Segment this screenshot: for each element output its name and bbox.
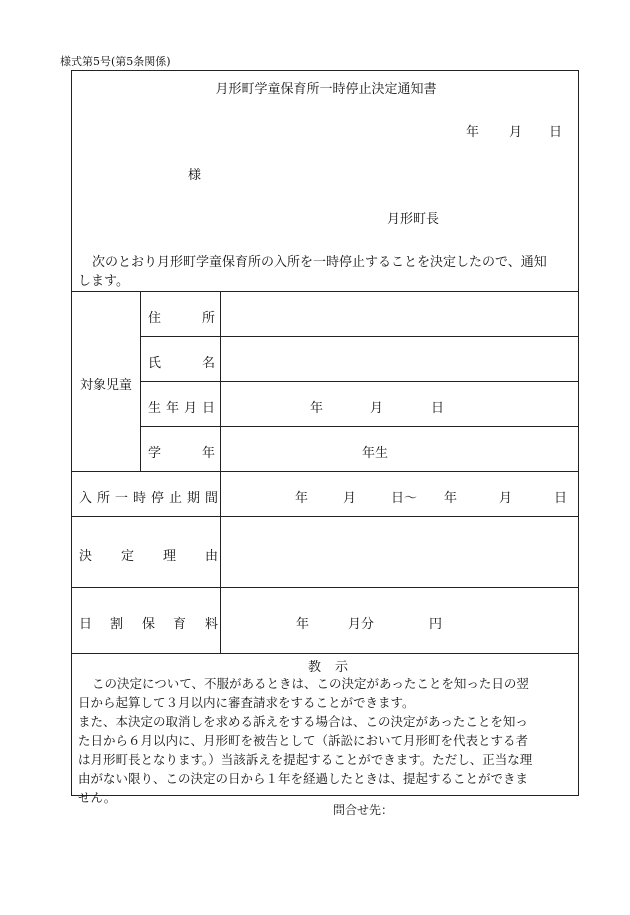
instruction-heading-2: 示 <box>335 660 349 675</box>
divider-vertical-label <box>220 291 221 653</box>
address-label-2: 所 <box>202 311 216 326</box>
instruction-line-6: 由がない限り、この決定の日から１年を経過したときは、提起することができま <box>78 771 529 786</box>
notice-form <box>71 70 579 805</box>
period-to-day: 日 <box>554 491 568 506</box>
name-label-2: 名 <box>202 356 216 371</box>
birthdate-day: 日 <box>431 401 445 416</box>
fee-label-1: 日 <box>79 617 93 632</box>
divider-child-end <box>72 471 579 472</box>
fee-label-3: 保 <box>142 617 156 632</box>
fee-label-4: 育 <box>173 617 187 632</box>
period-label-4: 時 <box>133 491 147 506</box>
instruction-line-2: 日から起算して３月以内に審査請求をすることができます。 <box>78 695 415 710</box>
divider-fee <box>72 653 579 654</box>
fee-year: 年 <box>296 617 310 632</box>
instruction-heading-1: 教 <box>308 660 322 675</box>
birthdate-year: 年 <box>310 401 324 416</box>
issuer-name: 月形町長 <box>387 212 440 227</box>
birthdate-label-1: 生 <box>148 401 162 416</box>
instruction-line-3: また、本決定の取消しを求める訴えをする場合は、この決定があったことを知っ <box>78 714 528 729</box>
reason-label-4: 由 <box>205 549 219 564</box>
page-title: 月形町学童保育所一時停止決定通知書 <box>215 82 437 97</box>
period-to-month: 月 <box>499 491 513 506</box>
reason-label-1: 決 <box>79 549 93 564</box>
instruction-line-4: た日から６月以内に、月形町を被告として（訴訟において月形町を代表とする者 <box>78 733 529 748</box>
period-label-1: 入 <box>79 491 93 506</box>
period-label-5: 停 <box>151 491 165 506</box>
contact-label: 問合せ先： <box>333 803 394 817</box>
divider-reason <box>72 587 579 588</box>
divider-header <box>72 291 579 292</box>
birthdate-label-2: 年 <box>166 401 180 416</box>
reason-label-3: 理 <box>163 549 177 564</box>
child-section-label: 対象児童 <box>80 378 133 393</box>
address-label-1: 住 <box>148 311 162 326</box>
instruction-line-5: は月形町長となります。）当該訴えを提起することができます。ただし、正当な理 <box>78 752 533 767</box>
divider-child-1 <box>140 336 579 337</box>
reason-label-2: 定 <box>121 549 135 564</box>
divider-vertical-child <box>140 291 141 471</box>
fee-label-5: 料 <box>205 617 219 632</box>
instruction-line-7: せん。 <box>78 790 117 805</box>
divider-period <box>72 516 579 517</box>
period-label-8: 間 <box>205 491 219 506</box>
divider-child-3 <box>140 426 579 427</box>
period-to-year: 年 <box>444 491 458 506</box>
period-from-year: 年 <box>295 491 309 506</box>
period-label-2: 所 <box>97 491 111 506</box>
grade-label-2: 年 <box>202 446 216 461</box>
grade-value: 年生 <box>362 446 389 461</box>
birthdate-month: 月 <box>370 401 384 416</box>
birthdate-label-3: 月 <box>184 401 198 416</box>
period-label-6: 止 <box>169 491 183 506</box>
name-label-1: 氏 <box>148 356 162 371</box>
date-year-label: 年 <box>466 125 480 140</box>
addressee-suffix: 様 <box>188 168 202 183</box>
form-reference: 様式第5号(第5条関係) <box>60 55 171 68</box>
divider-child-2 <box>140 381 579 382</box>
notice-text-line-2: します。 <box>78 274 129 289</box>
period-from-month: 月 <box>343 491 357 506</box>
notice-text-line-1: 次のとおり月形町学童保育所の入所を一時停止することを決定したので、通知 <box>92 255 547 270</box>
grade-label-1: 学 <box>148 446 162 461</box>
period-from-day: 日〜 <box>391 491 418 506</box>
date-month-label: 月 <box>509 125 523 140</box>
fee-label-2: 割 <box>110 617 124 632</box>
instruction-line-1: この決定について、不服があるときは、この決定があったことを知った日の翌 <box>92 676 529 691</box>
fee-yen: 円 <box>429 617 443 632</box>
period-label-7: 期 <box>187 491 201 506</box>
date-day-label: 日 <box>549 125 563 140</box>
fee-month: 月分 <box>348 617 375 632</box>
birthdate-label-4: 日 <box>202 401 216 416</box>
period-label-3: 一 <box>115 491 129 506</box>
